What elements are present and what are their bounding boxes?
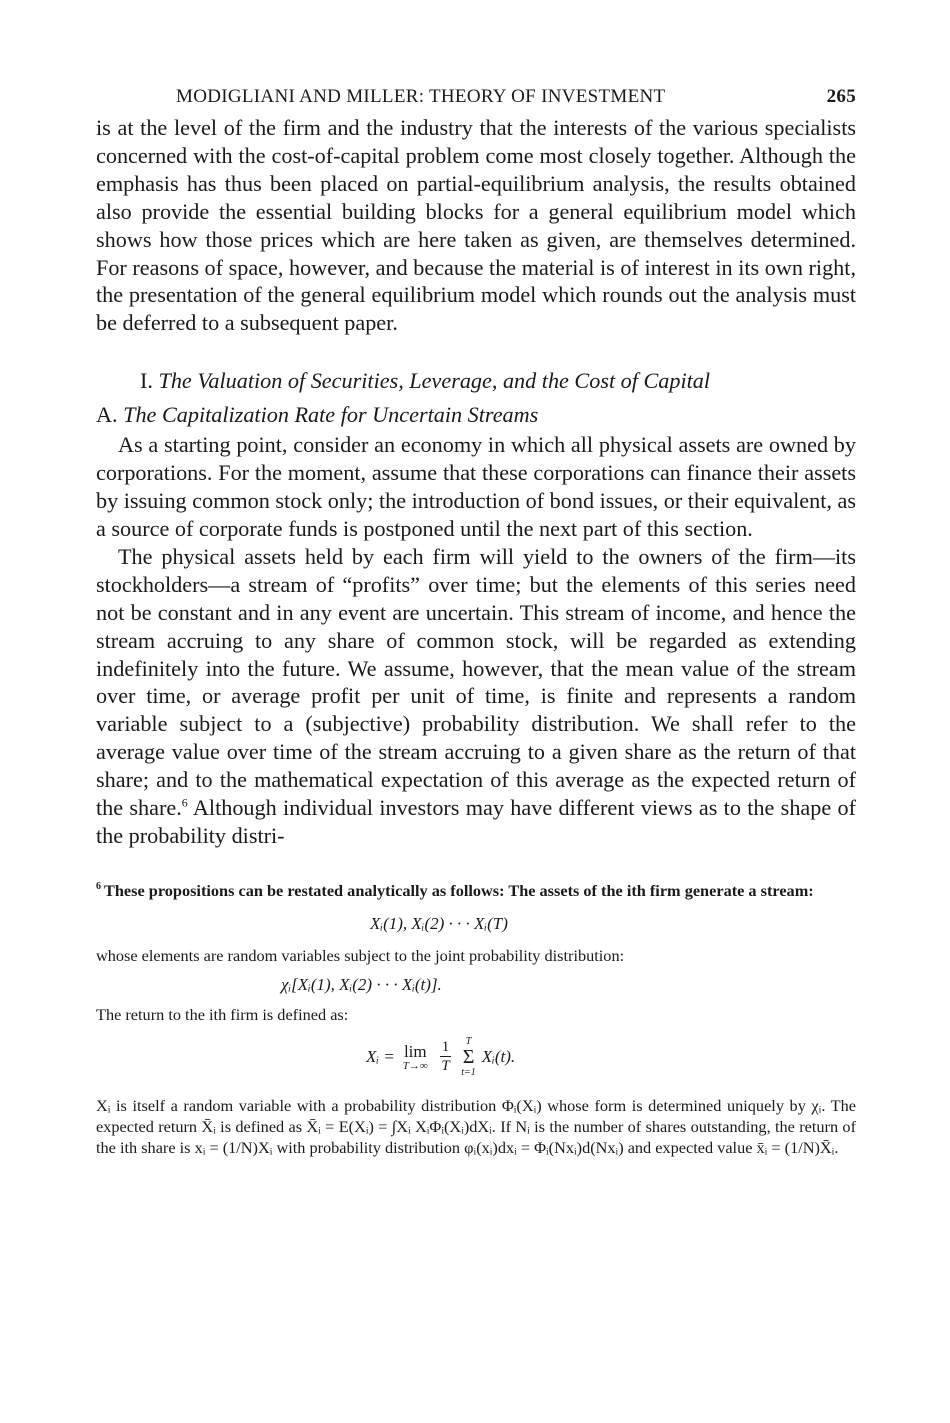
equation-distribution: χᵢ[Xᵢ(1), Xᵢ(2) · · · Xᵢ(t)]. [281, 974, 442, 994]
subsection-title: The Capitalization Rate for Uncertain Streams [123, 402, 539, 428]
limit-subscript: T→∞ [402, 1059, 428, 1072]
section-heading [96, 367, 856, 395]
footnote-reference: 6 [181, 795, 188, 810]
limit-label: lim [403, 1041, 427, 1061]
paragraph-3 [96, 543, 856, 850]
section-number: I. [140, 368, 153, 394]
running-title: MODIGLIANI AND MILLER: THEORY OF INVESTMENT [176, 86, 666, 107]
sum-upper: T [465, 1035, 472, 1047]
section-title: The Valuation of Securities, Leverage, and the Cost of Capital [158, 368, 711, 394]
fraction-denominator: T [441, 1058, 450, 1075]
page-number: 265 [826, 86, 856, 107]
equation-stream: Xᵢ(1), Xᵢ(2) · · · Xᵢ(T) [370, 913, 508, 933]
equation-lhs: Xᵢ = [366, 1046, 395, 1066]
paragraph-3-text-after: Although individual investors may have different views as to the shape of the probability distri- [96, 795, 857, 848]
summation [461, 1036, 476, 1078]
subsection-letter: A. [96, 402, 118, 428]
footnote-line-4: Xᵢ is itself a random variable with a probability distribution Φᵢ(Xᵢ) whose form is determined uniquely by χᵢ. The expected return X̄ᵢ is defined as X̄ᵢ = E(Xᵢ) = ∫Xᵢ XᵢΦᵢ(Xᵢ)dXᵢ. If Nᵢ is the number of shares outstanding, the return of the ith share is xᵢ = (1/N)Xᵢ with probability distribution φᵢ(xᵢ)dxᵢ = Φᵢ(Nxᵢ)d(Nxᵢ) and expected value x̄ᵢ = (1/N)X̄ᵢ. [96, 1095, 856, 1157]
paragraph-3-text: The physical assets held by each firm will yield to the owners of the firm—its stockholders—a stream of “profits” over time; but the elements of this series need not be constant and in any event are uncertain. This stream of income, and hence the stream accruing to any share of common stock, will be regarded as extending indefinitely into the future. We assume, however, that the mean value of the stream over time, or average profit per unit of time, is finite and represents a random variable subject to a (subjective) probability distribution. We shall refer to the average value over time of the stream accruing to a given share as the return of that share; and to the mathematical expectation of this average as the expected return of the share. [96, 543, 856, 821]
fraction-numerator: 1 [441, 1039, 450, 1056]
equation-rhs: Xᵢ(t). [481, 1046, 516, 1066]
sigma-symbol: Σ [462, 1045, 475, 1068]
footnote-line-3: The return to the ith firm is defined as: [96, 1004, 349, 1024]
page [96, 78, 856, 1158]
intro-paragraph: is at the level of the firm and the industry that the interests of the various specialists concerned with the cost-of-capital problem come most closely together. Although the emphasis has thus been placed on partial-equilibrium analysis, the results obtained also provide the essential building blocks for a general equilibrium model which shows how those prices which are here taken as given, are themselves determined. For reasons of space, however, and because the material is of interest in its own right, the presentation of the general equilibrium model which rounds out the analysis must be deferred to a subsequent paper. [96, 115, 856, 336]
footnote [96, 880, 856, 1158]
subsection-heading [96, 401, 856, 429]
footnote-line-1-text: These propositions can be restated analytically as follows: The assets of the ith firm generate a stream: [104, 880, 814, 900]
limit-operator [403, 1042, 428, 1072]
running-head [96, 78, 856, 114]
footnote-line-1 [96, 880, 856, 901]
footnote-marker: 6 [96, 881, 101, 893]
paragraph-2: As a starting point, consider an economy in which all physical assets are owned by corporations. For the moment, assume that these corporations can finance their assets by issuing common stock only; the introduction of bond issues, or their equivalent, as a source of corporate funds is postponed until the next part of this section. [96, 432, 856, 541]
sum-lower: t=1 [461, 1066, 476, 1078]
footnote-line-2: whose elements are random variables subject to the joint probability distribution: [96, 945, 625, 965]
footnote-separator [96, 850, 856, 880]
equation-return [96, 1029, 856, 1085]
fraction [440, 1038, 452, 1075]
